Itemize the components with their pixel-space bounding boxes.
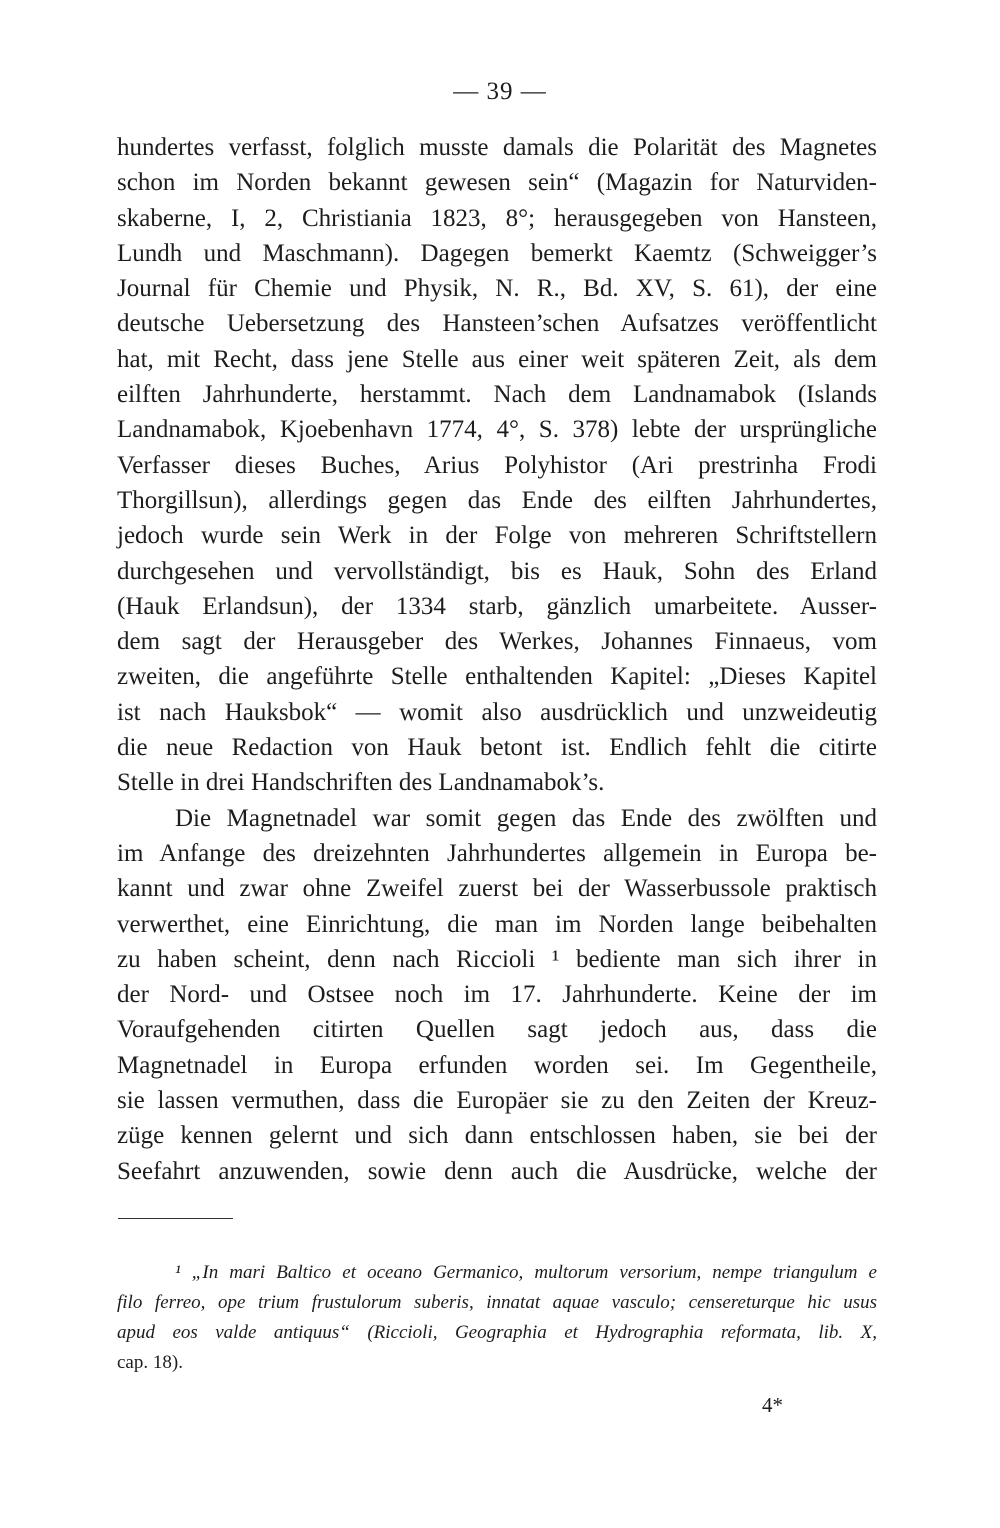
body-text	[117, 130, 877, 1189]
text-line: durchgesehen und vervollständigt, bis es Hauk, Sohn des Erland	[117, 557, 877, 585]
text-line: verwerthet, eine Einrichtung, die man im Norden lange beibehalten	[117, 910, 877, 938]
signature-mark: 4*	[762, 1393, 783, 1417]
text-line: Thorgillsun), allerdings gegen das Ende des eilften Jahrhundertes,	[117, 486, 877, 514]
text-line: hundertes verfasst, folglich musste damals die Polarität des Magnetes	[117, 134, 877, 161]
text-line: Verfasser dieses Buches, Arius Polyhistor (Ari prestrinha Frodi	[117, 451, 877, 479]
text-line: im Anfange des dreizehnten Jahrhundertes allgemein in Europa be-	[117, 839, 877, 867]
text-line: züge kennen gelernt und sich dann entschlossen haben, sie bei der	[117, 1122, 877, 1150]
text-line: ist nach Hauksbok“ — womit also ausdrücklich und unzweideutig	[117, 698, 877, 726]
footnote-line: cap. 18).	[117, 1352, 183, 1373]
text-line: Magnetnadel in Europa erfunden worden sei. Im Gegentheile,	[117, 1051, 877, 1079]
text-line: zu haben scheint, denn nach Riccioli ¹ bediente man sich ihrer in	[117, 945, 877, 973]
text-line: (Hauk Erlandsun), der 1334 starb, gänzlich umarbeitete. Ausser-	[117, 592, 877, 620]
text-line: Voraufgehenden citirten Quellen sagt jedoch aus, dass die	[117, 1016, 877, 1044]
text-line: jedoch wurde sein Werk in der Folge von mehreren Schriftstellern	[117, 522, 877, 550]
page-number: — 39 —	[453, 78, 547, 105]
text-line: hat, mit Recht, dass jene Stelle aus einer weit späteren Zeit, als dem	[117, 345, 877, 373]
footnote-divider	[118, 1218, 233, 1219]
text-line: eilften Jahrhunderte, herstammt. Nach dem Landnamabok (Islands	[117, 381, 877, 409]
text-line: Seefahrt anzuwenden, sowie denn auch die Ausdrücke, welche der	[117, 1157, 877, 1185]
text-line: kannt und zwar ohne Zweifel zuerst bei der Wasserbussole praktisch	[117, 875, 877, 903]
text-line: skaberne, I, 2, Christiania 1823, 8°; herausgegeben von Hansteen,	[117, 204, 877, 232]
text-line: dem sagt der Herausgeber des Werkes, Johannes Finnaeus, vom	[117, 628, 877, 656]
footnote	[117, 1258, 877, 1378]
text-line: Die Magnetnadel war somit gegen das Ende des zwölften und	[175, 804, 877, 832]
text-line: Stelle in drei Handschriften des Landnamabok’s.	[117, 769, 605, 797]
text-line: Landnamabok, Kjoebenhavn 1774, 4°, S. 378) lebte der ursprüngliche	[117, 416, 877, 444]
text-line: die neue Redaction von Hauk betont ist. Endlich fehlt die citirte	[117, 734, 877, 762]
footnote-line: apud eos valde antiquus“ (Riccioli, Geographia et Hydrographia reformata, lib. X,	[117, 1322, 877, 1343]
text-line: zweiten, die angeführte Stelle enthaltenden Kapitel: „Dieses Kapitel	[117, 663, 877, 691]
text-line: Journal für Chemie und Physik, N. R., Bd. XV, S. 61), der eine	[117, 275, 877, 303]
footnote-line: filo ferreo, ope trium frustulorum suberis, innatat aquae vasculo; censereturque hic usus	[117, 1292, 877, 1313]
text-line: Lundh und Maschmann). Dagegen bemerkt Kaemtz (Schweigger’s	[117, 239, 877, 267]
text-line: der Nord- und Ostsee noch im 17. Jahrhunderte. Keine der im	[117, 981, 877, 1009]
footnote-line: ¹ „In mari Baltico et oceano Germanico, multorum versorium, nempe triangulum e	[175, 1262, 877, 1283]
text-line: schon im Norden bekannt gewesen sein“ (Magazin for Naturviden-	[117, 169, 877, 197]
text-line: sie lassen vermuthen, dass die Europäer sie zu den Zeiten der Kreuz-	[117, 1087, 877, 1115]
text-line: deutsche Uebersetzung des Hansteen’schen Aufsatzes veröffentlicht	[117, 310, 877, 338]
